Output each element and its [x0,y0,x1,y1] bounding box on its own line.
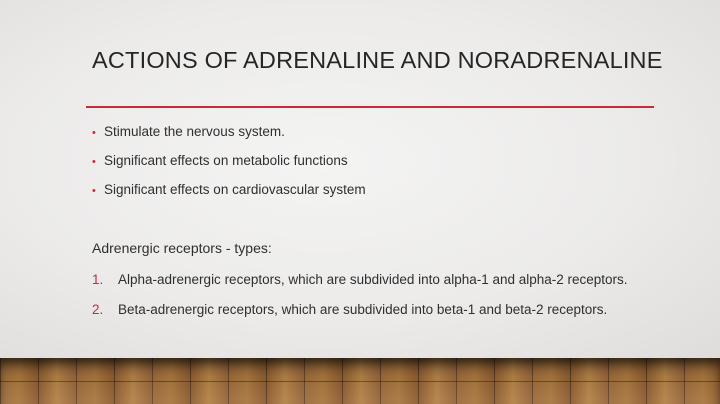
bullet-list [92,124,366,211]
bullet-item [92,153,366,182]
bullet-text: Significant effects on cardiovascular system [104,182,366,197]
bullet-marker: • [92,185,96,197]
bullet-marker: • [92,156,96,168]
title-divider [86,106,654,108]
bullet-marker: • [92,127,96,139]
receptors-subheading: Adrenergic receptors - types: [92,240,272,256]
bullet-item [92,182,366,211]
item-text: Alpha-adrenergic receptors, which are subdivided into alpha-1 and alpha-2 receptors. [118,272,628,287]
numbered-item [92,270,682,289]
slide-title: ACTIONS OF ADRENALINE AND NORADRENALINE [92,47,663,73]
bullet-item [92,124,366,153]
bullet-text: Significant effects on metabolic functions [104,153,348,168]
item-number: 1. [92,272,104,287]
bullet-text: Stimulate the nervous system. [104,124,285,139]
item-text: Beta-adrenergic receptors, which are subdivided into beta-1 and beta-2 receptors. [118,302,608,317]
numbered-list [92,270,682,330]
floor-shadow [0,358,720,404]
item-number: 2. [92,302,104,317]
numbered-item [92,300,682,319]
